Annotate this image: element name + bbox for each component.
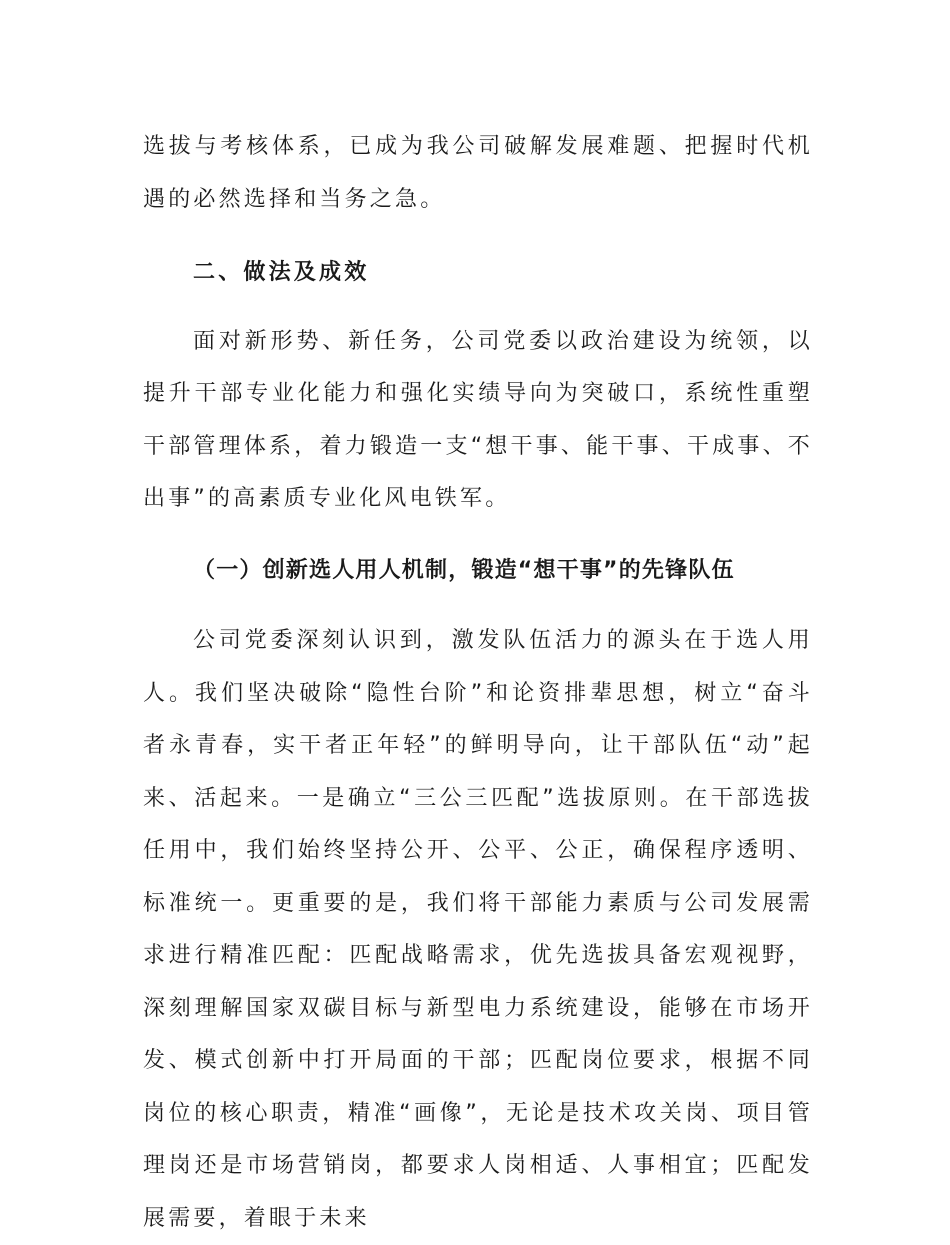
document-body [143, 121, 813, 1245]
intro-paragraph: 选拔与考核体系，已成为我公司破解发展难题、把握时代机遇的必然选择和当务之急。 [143, 134, 813, 212]
subsection-paragraph: 公司党委深刻认识到，激发队伍活力的源头在于选人用人。我们坚决破除“隐性台阶”和论资排辈思想，树立“奋斗者永青春，实干者正年轻”的鲜明导向，让干部队伍“动”起来、活起来。一是确立“三公三匹配”选拔原则。在干部选拔任用中，我们始终坚持公开、公平、公正，确保程序透明、标准统一。更重要的是，我们将干部能力素质与公司发展需求进行精准匹配：匹配战略需求，优先选拔具备宏观视野，深刻理解国家双碳目标与新型电力系统建设，能够在市场开发、模式创新中打开局面的干部；匹配岗位要求，根据不同岗位的核心职责，精准“画像”，无论是技术攻关岗、项目管理岗还是市场营销岗，都要求人岗相适、人事相宜；匹配发展需要，着眼于未来 [143, 628, 813, 1231]
subsection-heading: （一）创新选人用人机制，锻造“想干事”的先锋队伍 [193, 557, 735, 583]
section-heading: 二、做法及成效 [193, 260, 370, 285]
section-paragraph: 面对新形势、新任务，公司党委以政治建设为统领，以提升干部专业化能力和强化实绩导向为突破口，系统性重塑干部管理体系，着力锻造一支“想干事、能干事、干成事、不出事”的高素质专业化风电铁军。 [143, 328, 813, 511]
